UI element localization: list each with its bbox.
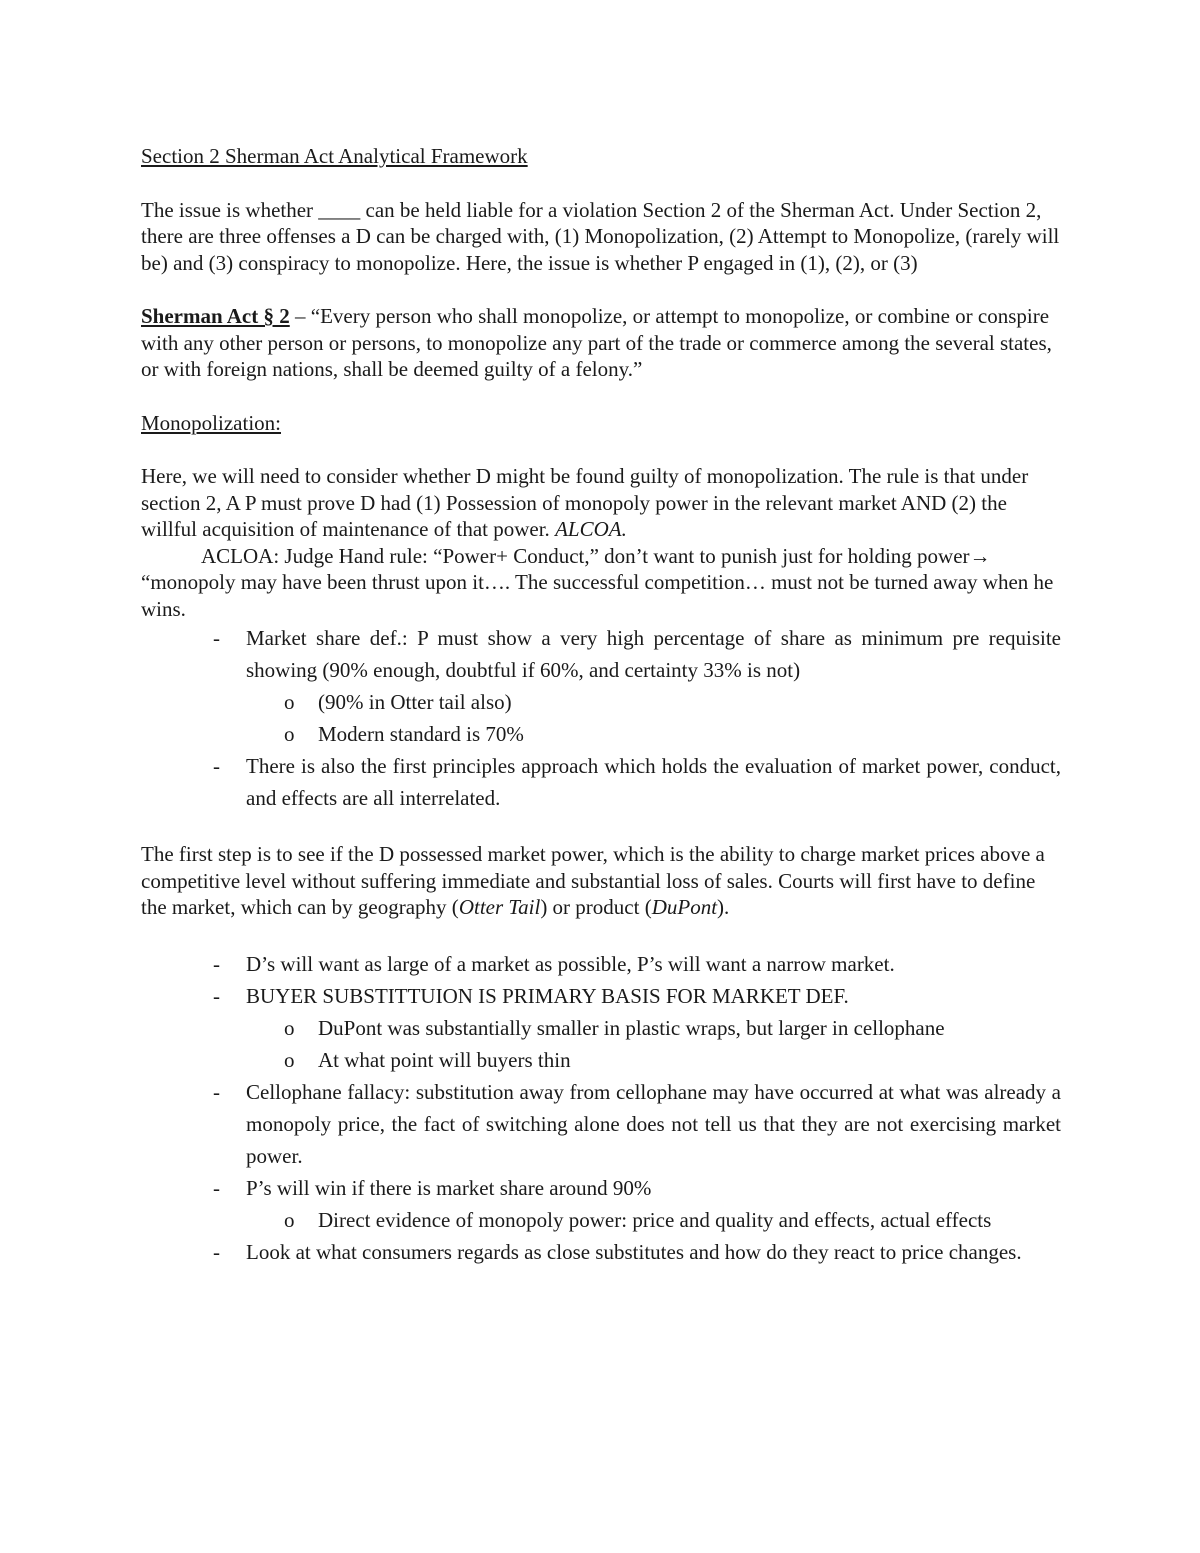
monopolization-heading: Monopolization: — [141, 410, 281, 435]
market-definition-list — [141, 948, 1061, 1268]
market-power-text: The first step is to see if the D possessed market power, which is the ability to charge market prices above a competitive level without suffering immediate and substantial loss of sales. Courts will first have to define the market, which can by geography ( — [141, 842, 1045, 919]
statute-text: “Every person who shall monopolize, or attempt to monopolize, or combine or conspire with any other person or persons, to monopolize any part of the trade or commerce among the several states, or with foreign nations, shall be deemed guilty of a felony.” — [141, 304, 1052, 381]
rule-case-citation: ALCOA. — [555, 517, 627, 541]
dash-bullet: - — [213, 951, 220, 976]
document-title: Section 2 Sherman Act Analytical Framework — [141, 144, 528, 168]
list-item-text: P’s will win if there is market share around 90% — [246, 1175, 652, 1200]
sub-list-item-text: (90% in Otter tail also) — [318, 690, 512, 714]
right-arrow-icon: → — [969, 543, 991, 568]
alcoa-text-after: “monopoly may have been thrust upon it…. The successful competition… must not be turned away when he wins. — [141, 570, 1054, 621]
list-item-text: Look at what consumers regards as close substitutes and how do they react to price changes. — [246, 1239, 1022, 1264]
list-item — [141, 1172, 1061, 1236]
circle-bullet: o — [284, 1207, 295, 1232]
list-item — [141, 1236, 1061, 1268]
sub-list-item — [246, 718, 1061, 750]
sub-list-item-text: DuPont was substantially smaller in plastic wraps, but larger in cellophane — [318, 1015, 945, 1040]
sub-list-item — [246, 1044, 1061, 1076]
sub-list-item-text: At what point will buyers thin — [318, 1047, 571, 1072]
sub-list — [246, 1012, 1061, 1076]
list-item — [141, 750, 1061, 814]
market-power-paragraph — [141, 841, 1061, 921]
list-item-text: There is also the first principles approach which holds the evaluation of market power, conduct, and effects are all interrelated. — [246, 754, 1061, 810]
sub-list — [246, 686, 1061, 750]
list-item — [141, 622, 1061, 750]
circle-bullet: o — [284, 722, 295, 746]
market-share-list — [141, 622, 1061, 814]
dash-bullet: - — [213, 1175, 220, 1200]
sub-list-item — [246, 1012, 1061, 1044]
dash-bullet: - — [213, 1079, 220, 1104]
dash-bullet: - — [213, 983, 220, 1008]
sub-list-item-text: Direct evidence of monopoly power: price and quality and effects, actual effects — [318, 1207, 992, 1232]
list-item — [141, 980, 1061, 1076]
market-power-text: ) or product ( — [540, 895, 652, 919]
statute-dash: – — [289, 304, 311, 328]
rule-paragraph — [141, 463, 1061, 543]
market-power-text: ). — [717, 895, 730, 919]
list-item — [141, 1076, 1061, 1172]
list-item-text: BUYER SUBSTITTUION IS PRIMARY BASIS FOR MARKET DEF. — [246, 983, 849, 1008]
spacer — [141, 383, 1061, 410]
circle-bullet: o — [284, 1047, 295, 1072]
circle-bullet: o — [284, 1015, 295, 1040]
list-item-text: Market share def.: P must show a very high percentage of share as minimum pre requisite showing (90% enough, doubtful if 60%, and certainty 33% is not) — [246, 626, 1061, 682]
dash-bullet: - — [213, 754, 220, 778]
list-item-text: Cellophane fallacy: substitution away from cellophane may have occurred at what was already a monopoly price, the fact of switching alone does not tell us that they are not exercising market power. — [246, 1079, 1061, 1168]
alcoa-paragraph — [141, 543, 1061, 623]
statute-label: Sherman Act § 2 — [141, 304, 290, 328]
statute-paragraph — [141, 303, 1061, 383]
case-dupont: DuPont — [651, 895, 718, 919]
spacer — [141, 814, 1061, 841]
sub-list-item — [246, 1204, 1061, 1236]
spacer — [141, 170, 1061, 197]
spacer — [141, 276, 1061, 303]
circle-bullet: o — [284, 690, 295, 714]
sub-list-item-text: Modern standard is 70% — [318, 722, 524, 746]
alcoa-text-before: ACLOA: Judge Hand rule: “Power+ Conduct,” don’t want to punish just for holding power — [201, 543, 970, 568]
sub-list — [246, 1204, 1061, 1236]
spacer — [141, 436, 1061, 463]
case-otter-tail: Otter Tail — [458, 895, 541, 919]
sub-list-item — [246, 686, 1061, 718]
issue-paragraph: The issue is whether ____ can be held liable for a violation Section 2 of the Sherman Act. Under Section 2, there are three offenses a D can be charged with, (1) Monopolization, (2) Attempt to Monopolize, (rarely will be) and (3) conspiracy to monopolize. Here, the issue is whether P engaged in (1), (2), or (3) — [141, 197, 1060, 275]
rule-text: Here, we will need to consider whether D might be found guilty of monopolization. The rule is that under section 2, A P must prove D had (1) Possession of monopoly power in the relevant market AND (2) the willful acquisition of maintenance of that power. — [141, 464, 1029, 541]
dash-bullet: - — [213, 626, 220, 650]
list-item-text: D’s will want as large of a market as possible, P’s will want a narrow market. — [246, 951, 895, 976]
list-item — [141, 948, 1061, 980]
spacer — [141, 921, 1061, 948]
document-page — [141, 143, 1061, 1268]
dash-bullet: - — [213, 1239, 220, 1264]
